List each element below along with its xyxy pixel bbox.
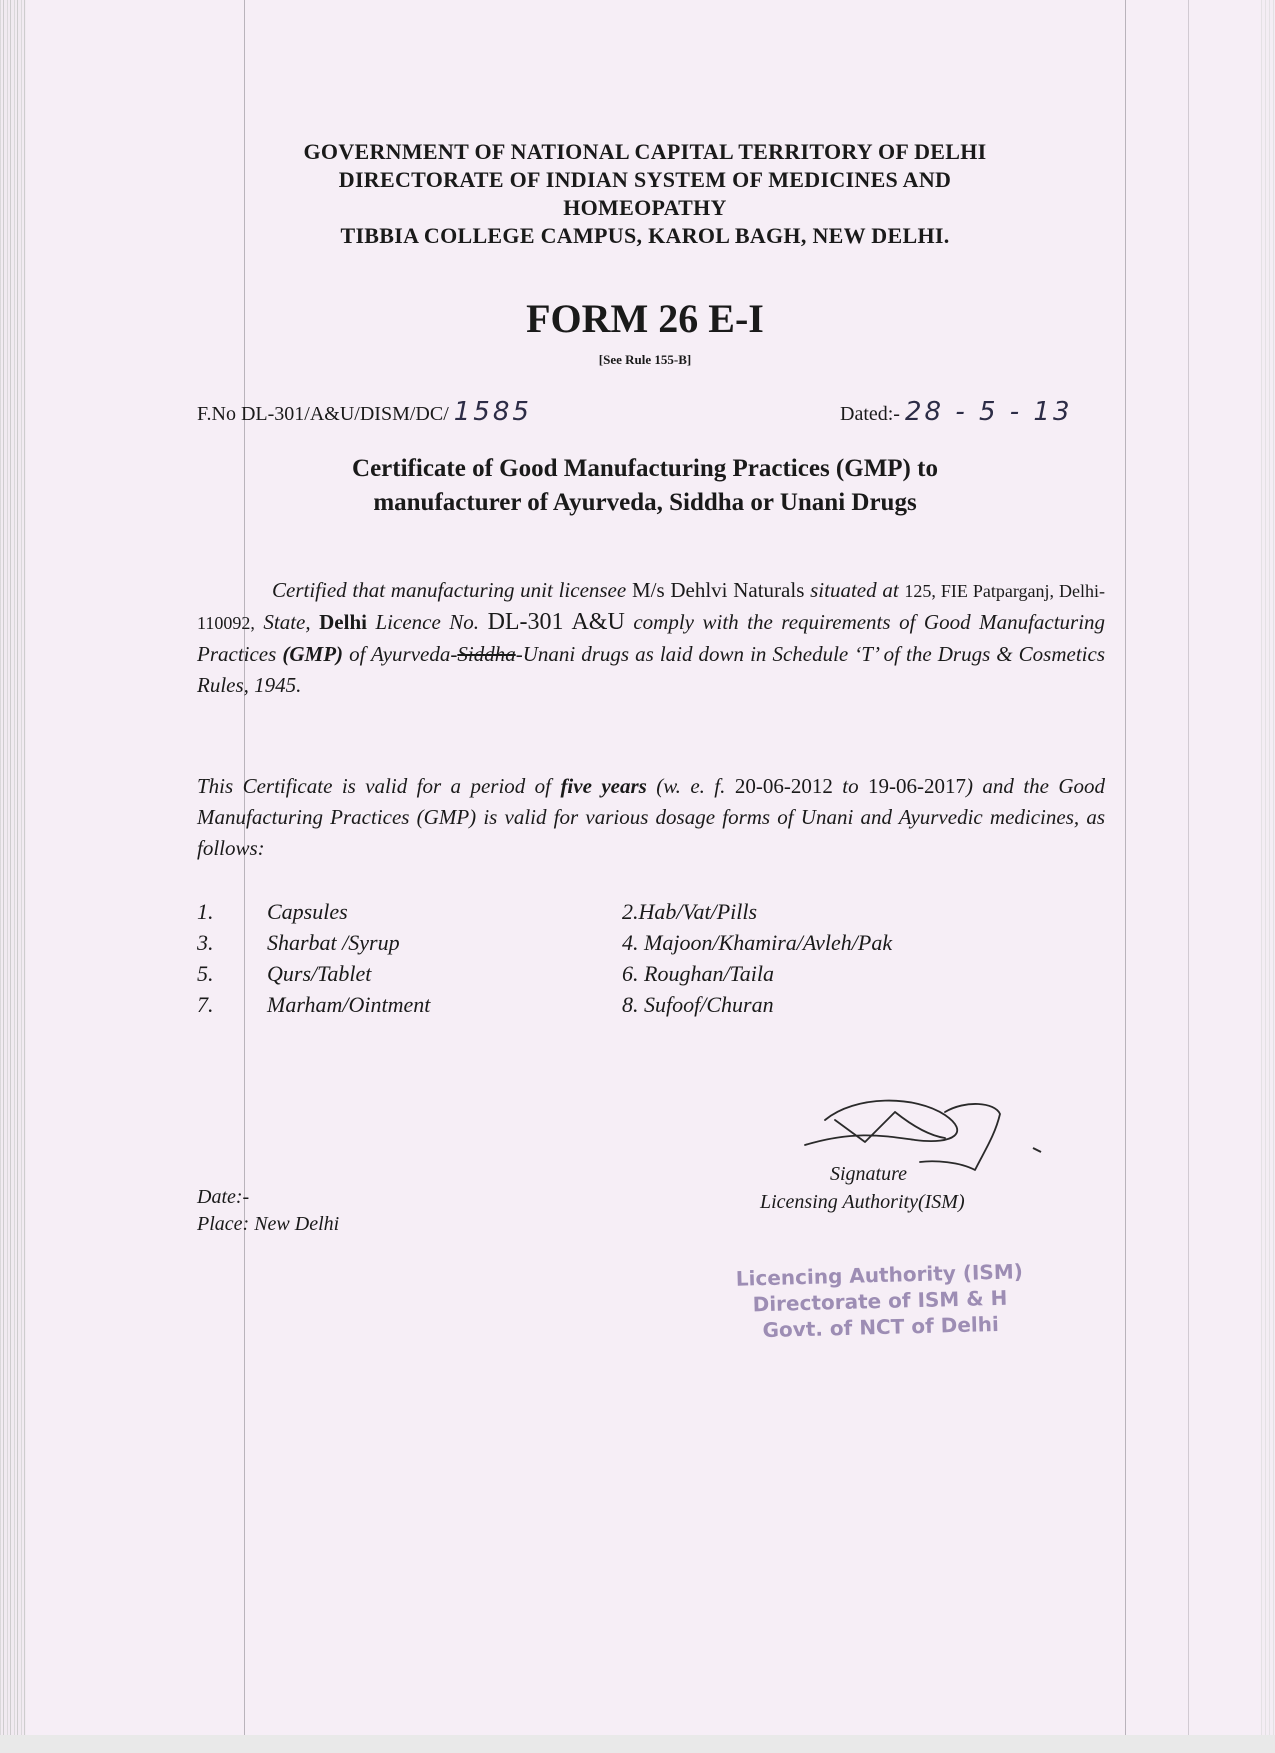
file-number-prefix: F.No DL-301/A&U/DISM/DC/ bbox=[197, 403, 449, 425]
scan-edge-right bbox=[1261, 0, 1275, 1753]
list-item bbox=[197, 989, 430, 1020]
firm-address: 125, FIE Patparganj, Delhi-110092, bbox=[197, 581, 1105, 633]
item-name: Qurs/Tablet bbox=[267, 961, 372, 986]
dated-handwritten: 28 - 5 - 13 bbox=[904, 397, 1073, 427]
scan-fold-line bbox=[1125, 0, 1126, 1735]
validity-period: five years bbox=[560, 774, 647, 798]
header-line-2: DIRECTORATE OF INDIAN SYSTEM OF MEDICINES AND bbox=[338, 167, 952, 192]
list-item bbox=[197, 927, 430, 958]
item-name: Marham/Ointment bbox=[267, 992, 431, 1017]
stamp-line-3: Govt. of NCT of Delhi bbox=[762, 1311, 1000, 1343]
list-item: 2.Hab/Vat/Pills bbox=[622, 899, 758, 924]
list-item bbox=[197, 896, 430, 927]
struck-text: Siddha bbox=[457, 642, 516, 666]
dosage-list-left bbox=[197, 896, 430, 1020]
form-title: FORM 26 E-I bbox=[526, 296, 764, 341]
list-item: 4. Majoon/Khamira/Avleh/Pak bbox=[622, 930, 893, 955]
para2-text: to bbox=[842, 774, 859, 798]
list-item: 8. Sufoof/Churan bbox=[622, 992, 774, 1017]
signature-authority: Licensing Authority(ISM) bbox=[760, 1191, 965, 1213]
item-name: Capsules bbox=[267, 899, 348, 924]
scan-fold-line bbox=[244, 0, 245, 1735]
header-line-3: HOMEOPATHY bbox=[563, 195, 727, 220]
certificate-title bbox=[150, 452, 1140, 520]
rule-reference: [See Rule 155-B] bbox=[598, 352, 692, 367]
file-number bbox=[197, 397, 532, 427]
licence-number: DL-301 A&U bbox=[487, 609, 625, 635]
signature-label: Signature bbox=[830, 1163, 908, 1185]
scan-bottom-strip bbox=[0, 1735, 1275, 1753]
gmp-label: (GMP) bbox=[282, 642, 344, 666]
item-number: 7. bbox=[197, 992, 214, 1017]
file-number-handwritten: 1585 bbox=[453, 397, 532, 427]
para1-text: comply with the requirements of Good Manufacturing Practices bbox=[197, 610, 1106, 666]
item-name: Sharbat /Syrup bbox=[267, 930, 400, 955]
certificate-title-line-2: manufacturer of Ayurveda, Siddha or Unani Drugs bbox=[373, 489, 917, 516]
para1-text: State, bbox=[263, 610, 311, 634]
stamp-line-1: Licencing Authority (ISM) bbox=[735, 1259, 1024, 1291]
scan-edge-left bbox=[0, 0, 26, 1753]
stamp-line-2: Directorate of ISM & H bbox=[752, 1285, 1008, 1317]
dosage-list-right bbox=[622, 896, 892, 1020]
para2-text: ) and the Good Manufacturing Practices (GMP) is valid for various dosage forms of Unani and Ayurvedic medicines, as follows: bbox=[197, 774, 1106, 860]
para1-text: Certified that manufacturing unit licensee bbox=[272, 578, 627, 602]
validity-paragraph bbox=[197, 771, 1105, 864]
item-number: 5. bbox=[197, 961, 214, 986]
para1-text: situated at bbox=[810, 578, 899, 602]
item-number: 3. bbox=[197, 930, 214, 955]
header-line-1: GOVERNMENT OF NATIONAL CAPITAL TERRITORY OF DELHI bbox=[303, 139, 987, 164]
para1-text: Licence No. bbox=[375, 610, 480, 634]
para2-text: (w. e. f. bbox=[656, 774, 726, 798]
valid-to-date: 19-06-2017 bbox=[868, 774, 967, 798]
certificate-title-line-1: Certificate of Good Manufacturing Practices (GMP) to bbox=[352, 455, 938, 482]
list-item bbox=[197, 958, 430, 989]
state-name: Delhi bbox=[319, 610, 367, 634]
para1-text: of Ayurveda- bbox=[349, 642, 458, 666]
para1-text: -Unani drugs as laid down in Schedule ‘T’ of the Drugs & Cosmetics Rules, 1945. bbox=[197, 642, 1105, 697]
certification-paragraph bbox=[197, 575, 1105, 701]
dated-prefix: Dated:- bbox=[840, 403, 900, 425]
issue-date bbox=[840, 397, 1073, 427]
header-line-4: TIBBIA COLLEGE CAMPUS, KAROL BAGH, NEW DELHI. bbox=[340, 223, 950, 248]
item-number: 1. bbox=[197, 899, 214, 924]
date-label: Date:- bbox=[197, 1186, 250, 1208]
place-label: Place: New Delhi bbox=[197, 1213, 340, 1235]
firm-name: M/s Dehlvi Naturals bbox=[631, 578, 805, 602]
list-item: 6. Roughan/Taila bbox=[622, 961, 774, 986]
official-stamp bbox=[714, 1258, 1046, 1345]
valid-from-date: 20-06-2012 bbox=[734, 774, 833, 798]
para2-text: This Certificate is valid for a period of bbox=[197, 774, 552, 798]
scan-fold-line bbox=[1188, 0, 1189, 1735]
